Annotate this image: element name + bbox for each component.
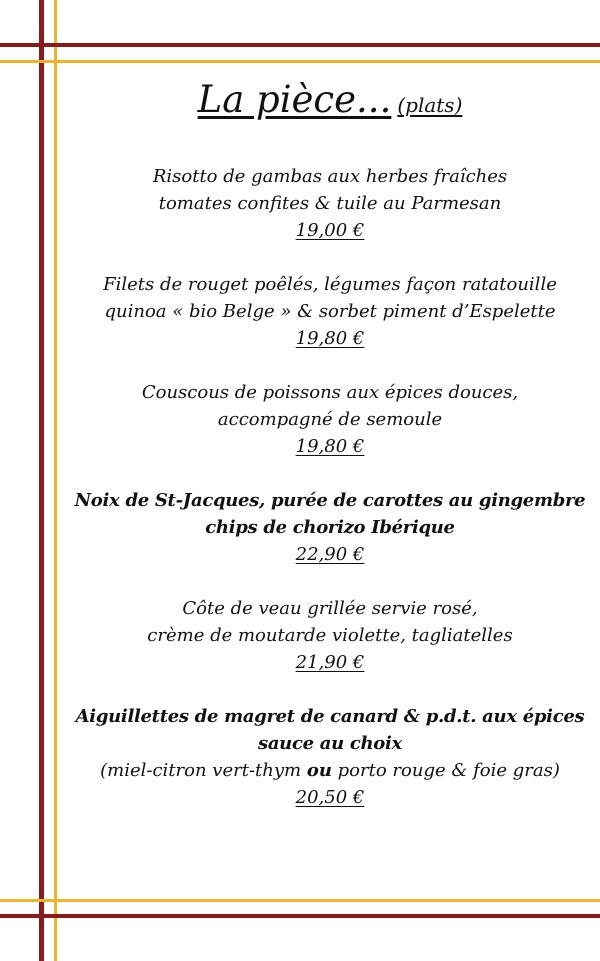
menu-item-st-jacques xyxy=(60,487,600,569)
border-rule-gold-top xyxy=(0,60,600,63)
dish-line: Filets de rouget poêlés, légumes façon ratatouille xyxy=(103,274,557,295)
dish-line: tomates confites & tuile au Parmesan xyxy=(158,193,502,214)
dish-line: Risotto de gambas aux herbes fraîches xyxy=(152,166,508,187)
border-rule-red-bottom xyxy=(0,914,600,918)
menu-item-rouget xyxy=(60,271,600,353)
dish-note-ou: ou xyxy=(306,760,332,781)
dish-line: Noix de St-Jacques, purée de carottes au gingembre xyxy=(74,490,586,511)
dish-line: chips de chorizo Ibérique xyxy=(205,517,455,538)
dish-price: 19,80 € xyxy=(295,328,365,349)
menu-heading xyxy=(60,78,600,121)
menu-item-risotto xyxy=(60,163,600,245)
dish-line: Côte de veau grillée servie rosé, xyxy=(182,598,478,619)
dish-price: 20,50 € xyxy=(295,787,365,808)
border-rule-red-top xyxy=(0,43,600,47)
dish-line: Couscous de poissons aux épices douces, xyxy=(141,382,519,403)
dish-price: 19,80 € xyxy=(295,436,365,457)
dish-note-text: porto rouge & foie gras) xyxy=(331,760,560,781)
dish-line: Aiguillettes de magret de canard & p.d.t. aux épices xyxy=(75,706,585,727)
dish-line: sauce au choix xyxy=(257,733,402,754)
menu-title: La pièce... xyxy=(197,78,392,121)
border-rule-gold-vertical xyxy=(54,0,57,961)
dish-note xyxy=(60,757,600,784)
menu-subtitle: (plats) xyxy=(397,93,463,117)
menu-item-couscous xyxy=(60,379,600,461)
dish-note-text: (miel-citron vert-thym xyxy=(100,760,307,781)
dish-line: crème de moutarde violette, tagliatelles xyxy=(147,625,513,646)
menu-page xyxy=(60,78,600,838)
border-rule-red-vertical xyxy=(39,0,44,961)
dish-price: 22,90 € xyxy=(295,544,365,565)
dish-price: 19,00 € xyxy=(295,220,365,241)
dish-line: quinoa « bio Belge » & sorbet piment d’Espelette xyxy=(104,301,556,322)
menu-item-veau xyxy=(60,595,600,677)
border-rule-gold-bottom xyxy=(0,899,600,902)
menu-item-magret xyxy=(60,703,600,812)
dish-line: accompagné de semoule xyxy=(217,409,443,430)
dish-price: 21,90 € xyxy=(295,652,365,673)
